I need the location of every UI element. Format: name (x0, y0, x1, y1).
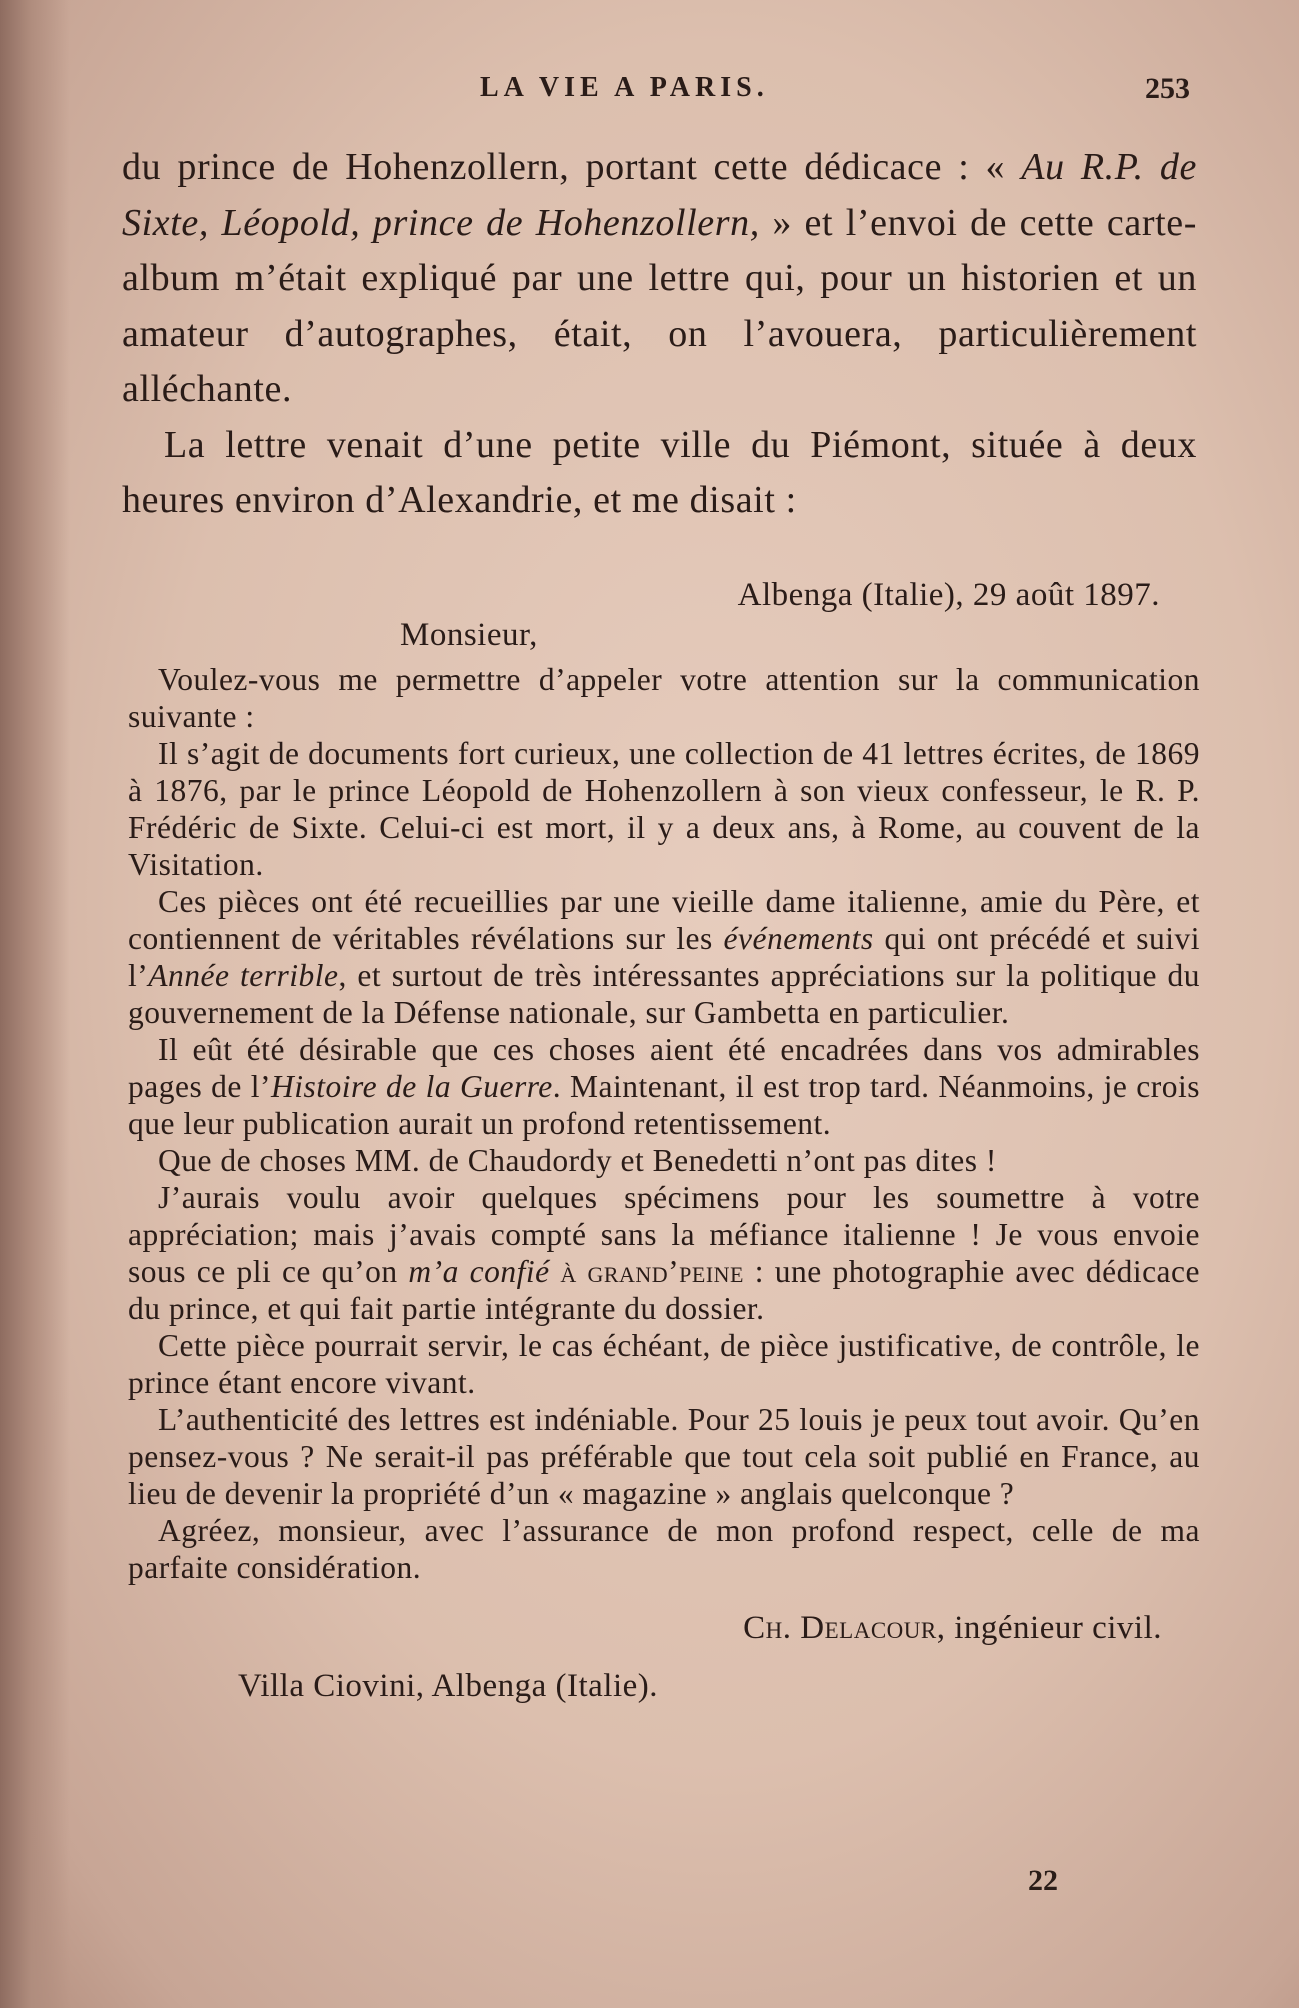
running-title: LA VIE A PARIS. (480, 72, 769, 103)
book-spine-shadow (0, 0, 70, 2008)
signature-name: Ch. Delacour (743, 1610, 937, 1646)
text-run: Il eût été désirable que ces choses aient été encadrées dans vos admirables pages de l’ (128, 1032, 1200, 1104)
letter-signature (128, 1608, 1200, 1648)
text-run: du prince de Hohenzollern, portant cette dédicace : « (122, 146, 1022, 188)
letter-paragraph (128, 1031, 1200, 1142)
main-text (122, 140, 1197, 529)
text-run: . Maintenant, il est trop tard. Néanmoins, je crois que leur publication aurait un profond retentissement. (128, 1069, 1200, 1141)
page-header (120, 72, 1190, 116)
text-run: » et l’envoi de cette carte-album m’était expliqué par une lettre qui, pour un historien et un amateur d’autographes, était, on l’avouera, particulièrement alléchante. (122, 201, 1197, 410)
letter-paragraph: Voulez-vous me permettre d’appeler votre attention sur la communication suivante : (128, 662, 1200, 734)
small-caps-text: à grand’peine (549, 1254, 745, 1289)
letter-paragraph: Que de choses MM. de Chaudordy et Benedetti n’ont pas dites ! (158, 1143, 997, 1178)
quoted-letter (128, 575, 1200, 1706)
letter-paragraph: Il s’agit de documents fort curieux, une collection de 41 lettres écrites, de 1869 à 1876, par le prince Léopold de Hohenzollern à son vieux confesseur, le R. P. Frédéric de Sixte. Celui-ci est mort, il y a deux ans, à Rome, au couvent de la Visitation. (128, 736, 1200, 882)
text-run: J’aurais voulu avoir quelques spécimens pour les soumettre à votre appréciation; mais j’avais compté sans la méfiance italienne ! Je vous envoie sous ce pli ce qu’on (128, 1180, 1200, 1289)
paragraph: La lettre venait d’une petite ville du Piémont, située à deux heures environ d’Alexandrie, et me disait : (122, 423, 1197, 521)
text-run: , et surtout de très intéressantes appréciations sur la politique du gouvernement de la Défense nationale, sur Gambetta en particulier. (128, 958, 1200, 1030)
letter-paragraph (128, 883, 1200, 1031)
page-number: 253 (1145, 72, 1190, 105)
italic-dedication: Au R.P. de Sixte, Léopold, prince de Hohenzollern, (122, 146, 1197, 244)
text-run: qui ont précédé et suivi l’ (128, 921, 1200, 993)
letter-paragraph: L’authenticité des lettres est indéniable. Pour 25 louis je peux tout avoir. Qu’en pensez-vous ? Ne serait-il pas préférable que tout cela soit publié en France, au lieu de devenir la propriété d’un « magazine » anglais quelconque ? (128, 1402, 1200, 1511)
letter-salutation: Monsieur, (400, 617, 538, 653)
letter-dateline: Albenga (Italie), 29 août 1897. (737, 577, 1160, 613)
letter-paragraph: Agréez, monsieur, avec l’assurance de mon profond respect, celle de ma parfaite considération. (128, 1513, 1200, 1585)
italic-text: m’a confié (408, 1254, 550, 1289)
paragraph (122, 140, 1197, 418)
italic-text: événements (723, 921, 874, 956)
letter-paragraph: Cette pièce pourrait servir, le cas échéant, de pièce justificative, de contrôle, le prince étant encore vivant. (128, 1328, 1200, 1400)
italic-text: Année terrible (148, 958, 339, 993)
signature-role: , ingénieur civil. (936, 1610, 1162, 1646)
letter-paragraph (128, 1179, 1200, 1327)
letter-address: Villa Ciovini, Albenga (Italie). (238, 1668, 659, 1704)
text-run: : une photographie avec dédicace du prince, et qui fait partie intégrante du dossier. (128, 1254, 1201, 1326)
text-run: Ces pièces ont été recueillies par une vieille dame italienne, amie du Père, et contiennent de véritables révélations sur les (128, 884, 1200, 956)
signature-mark: 22 (1028, 1864, 1058, 1897)
italic-text: Histoire de la Guerre (270, 1069, 553, 1104)
